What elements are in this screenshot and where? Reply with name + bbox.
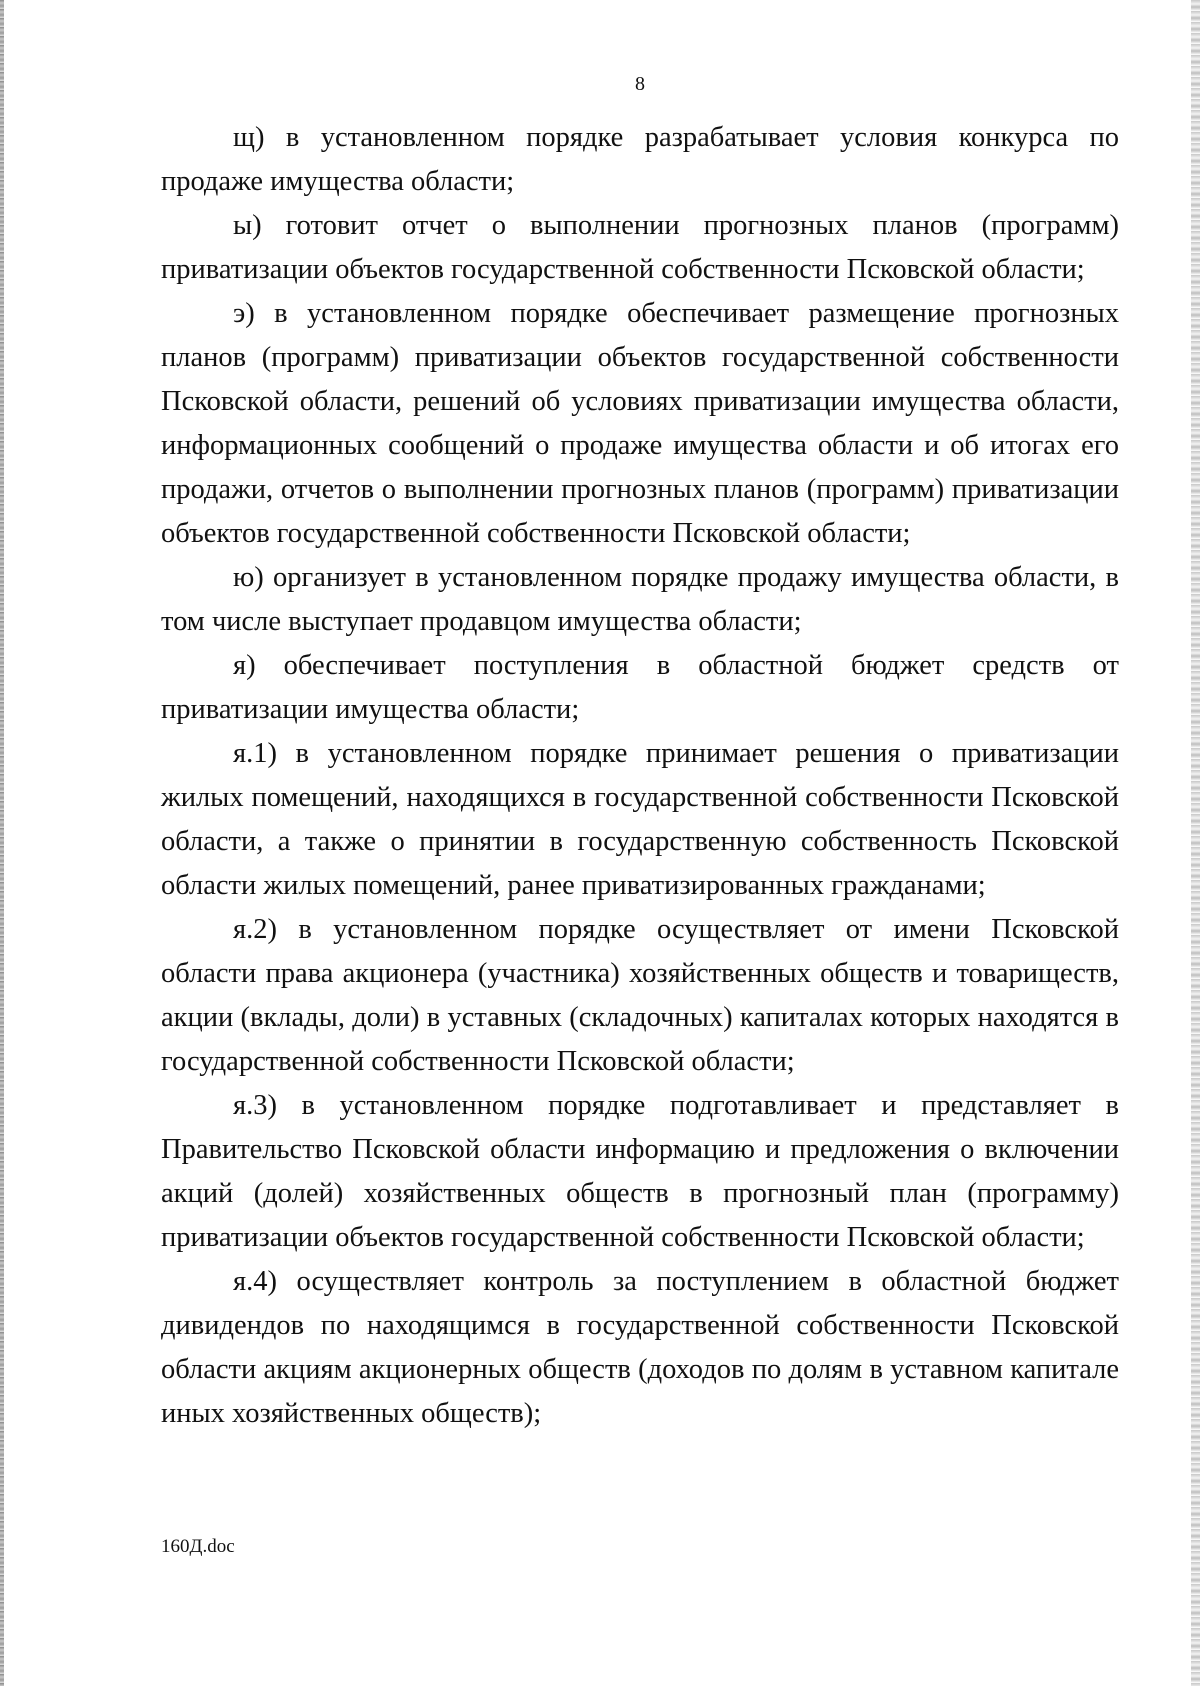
paragraph-ya: я) обеспечивает поступления в областной бюджет средств от приватизации имущества области; (161, 650, 1119, 725)
paragraph-y: ы) готовит отчет о выполнении прогнозных планов (программ) приватизации объектов государственной собственности Псковской области; (161, 210, 1119, 285)
footer-filename: 160Д.doc (161, 1536, 235, 1557)
scan-edge-left (0, 0, 4, 1686)
paragraph-shch: щ) в установленном порядке разрабатывает условия конкурса по продаже имущества области; (161, 122, 1119, 197)
document-body (161, 116, 1119, 1436)
paragraph-yu: ю) организует в установленном порядке продажу имущества области, в том числе выступает продавцом имущества области; (161, 562, 1119, 637)
paragraph-ya-2: я.2) в установленном порядке осуществляет от имени Псковской области права акционера (участника) хозяйственных обществ и товариществ, акции (вклады, доли) в уставных (складочных) капиталах которых находятся в государственной собственности Псковской области; (161, 914, 1119, 1077)
paragraph-ya-4: я.4) осуществляет контроль за поступлением в областной бюджет дивидендов по находящимся в государственной собственности Псковской области акциям акционерных обществ (доходов по долям в уставном капитале иных хозяйственных обществ); (161, 1266, 1119, 1429)
paragraph-e: э) в установленном порядке обеспечивает размещение прогнозных планов (программ) приватизации объектов государственной собственности Псковской области, решений об условиях приватизации имущества области, информационных сообщений о продаже имущества области и об итогах его продажи, отчетов о выполнении прогнозных планов (программ) приватизации объектов государственной собственности Псковской области; (161, 298, 1119, 549)
scan-edge-right (1191, 0, 1200, 1686)
paragraph-ya-1: я.1) в установленном порядке принимает решения о приватизации жилых помещений, находящихся в государственной собственности Псковской области, а также о принятии в государственную собственность Псковской области жилых помещений, ранее приватизированных гражданами; (161, 738, 1119, 901)
paragraph-ya-3: я.3) в установленном порядке подготавливает и представляет в Правительство Псковской области информацию и предложения о включении акций (долей) хозяйственных обществ в прогнозный план (программу) приватизации объектов государственной собственности Псковской области; (161, 1090, 1119, 1253)
page-number: 8 (635, 73, 645, 95)
